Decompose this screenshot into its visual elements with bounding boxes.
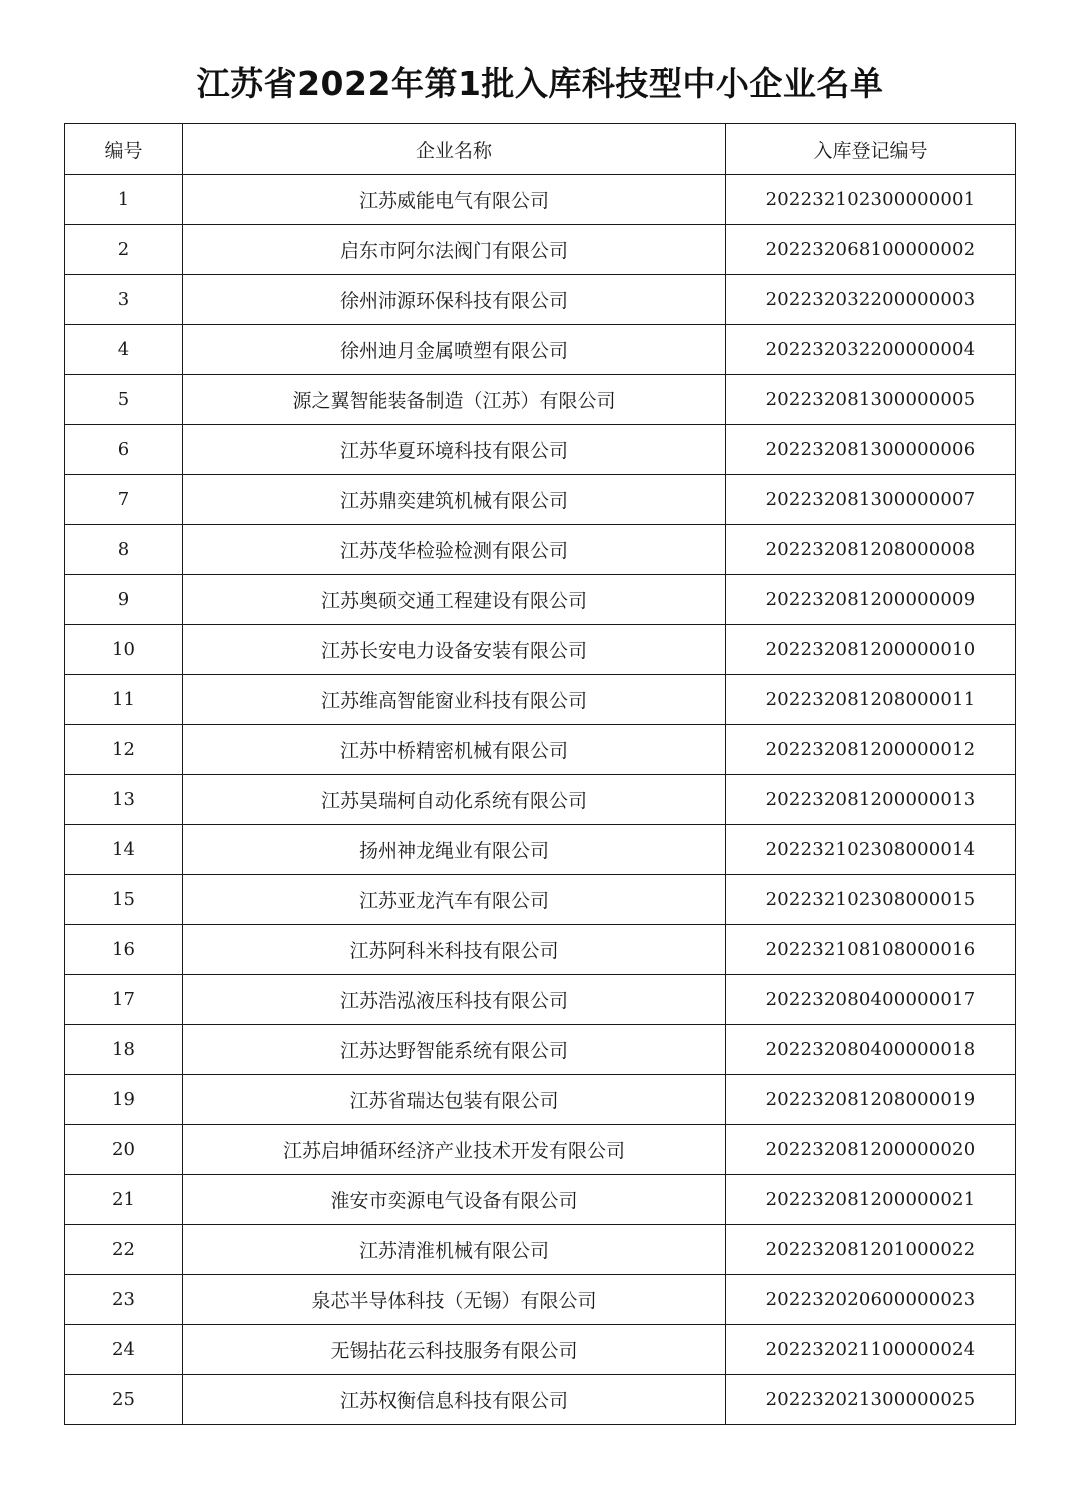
company-name: 无锡拈花云科技服务有限公司 <box>183 1325 726 1375</box>
table-row <box>65 1325 1016 1375</box>
enterprise-table <box>64 123 1016 1425</box>
registration-number: 202232081300000006 <box>726 425 1016 475</box>
company-name: 江苏达野智能系统有限公司 <box>183 1025 726 1075</box>
table-row <box>65 1075 1016 1125</box>
company-name: 江苏维高智能窗业科技有限公司 <box>183 675 726 725</box>
company-name: 江苏启坤循环经济产业技术开发有限公司 <box>183 1125 726 1175</box>
registration-number: 202232021100000024 <box>726 1325 1016 1375</box>
header-row <box>65 124 1016 175</box>
registration-number: 202232080400000017 <box>726 975 1016 1025</box>
table-body <box>65 175 1016 1425</box>
company-name: 江苏威能电气有限公司 <box>183 175 726 225</box>
company-name: 江苏昊瑞柯自动化系统有限公司 <box>183 775 726 825</box>
row-number: 20 <box>65 1125 183 1175</box>
row-number: 3 <box>65 275 183 325</box>
table-row <box>65 925 1016 975</box>
table-row <box>65 1025 1016 1075</box>
table-row <box>65 525 1016 575</box>
registration-number: 202232021300000025 <box>726 1375 1016 1425</box>
registration-number: 202232081200000020 <box>726 1125 1016 1175</box>
document-title: 江苏省2022年第1批入库科技型中小企业名单 <box>196 64 884 103</box>
company-name: 江苏阿科米科技有限公司 <box>183 925 726 975</box>
company-name: 启东市阿尔法阀门有限公司 <box>183 225 726 275</box>
company-name: 泉芯半导体科技（无锡）有限公司 <box>183 1275 726 1325</box>
header-company-name: 企业名称 <box>183 124 726 175</box>
registration-number: 202232020600000023 <box>726 1275 1016 1325</box>
table-header <box>65 124 1016 175</box>
company-name: 扬州神龙绳业有限公司 <box>183 825 726 875</box>
registration-number: 202232102300000001 <box>726 175 1016 225</box>
company-name: 江苏华夏环境科技有限公司 <box>183 425 726 475</box>
registration-number: 202232081300000007 <box>726 475 1016 525</box>
company-name: 源之翼智能装备制造（江苏）有限公司 <box>183 375 726 425</box>
row-number: 22 <box>65 1225 183 1275</box>
row-number: 8 <box>65 525 183 575</box>
company-name: 淮安市奕源电气设备有限公司 <box>183 1175 726 1225</box>
registration-number: 202232108108000016 <box>726 925 1016 975</box>
registration-number: 202232081200000009 <box>726 575 1016 625</box>
row-number: 16 <box>65 925 183 975</box>
company-name: 江苏权衡信息科技有限公司 <box>183 1375 726 1425</box>
row-number: 25 <box>65 1375 183 1425</box>
header-number: 编号 <box>65 124 183 175</box>
table-row <box>65 175 1016 225</box>
table-row <box>65 675 1016 725</box>
company-name: 江苏省瑞达包装有限公司 <box>183 1075 726 1125</box>
table-row <box>65 825 1016 875</box>
row-number: 2 <box>65 225 183 275</box>
company-name: 江苏鼎奕建筑机械有限公司 <box>183 475 726 525</box>
company-name: 江苏奥硕交通工程建设有限公司 <box>183 575 726 625</box>
row-number: 4 <box>65 325 183 375</box>
table-row <box>65 475 1016 525</box>
row-number: 12 <box>65 725 183 775</box>
table-row <box>65 875 1016 925</box>
table-row <box>65 725 1016 775</box>
registration-number: 202232081200000013 <box>726 775 1016 825</box>
registration-number: 202232081300000005 <box>726 375 1016 425</box>
company-name: 徐州沛源环保科技有限公司 <box>183 275 726 325</box>
row-number: 5 <box>65 375 183 425</box>
table-row <box>65 425 1016 475</box>
company-name: 江苏中桥精密机械有限公司 <box>183 725 726 775</box>
row-number: 14 <box>65 825 183 875</box>
table-row <box>65 975 1016 1025</box>
row-number: 7 <box>65 475 183 525</box>
row-number: 23 <box>65 1275 183 1325</box>
table-row <box>65 775 1016 825</box>
registration-number: 202232032200000003 <box>726 275 1016 325</box>
registration-number: 202232081200000010 <box>726 625 1016 675</box>
registration-number: 202232102308000014 <box>726 825 1016 875</box>
header-registration-number: 入库登记编号 <box>726 124 1016 175</box>
row-number: 24 <box>65 1325 183 1375</box>
table-row <box>65 325 1016 375</box>
row-number: 1 <box>65 175 183 225</box>
row-number: 11 <box>65 675 183 725</box>
table-row <box>65 625 1016 675</box>
company-name: 徐州迪月金属喷塑有限公司 <box>183 325 726 375</box>
table-row <box>65 1175 1016 1225</box>
registration-number: 202232081208000011 <box>726 675 1016 725</box>
row-number: 18 <box>65 1025 183 1075</box>
registration-number: 202232081200000012 <box>726 725 1016 775</box>
table-row <box>65 1225 1016 1275</box>
table-row <box>65 275 1016 325</box>
registration-number: 202232068100000002 <box>726 225 1016 275</box>
table-row <box>65 375 1016 425</box>
table-row <box>65 225 1016 275</box>
company-name: 江苏茂华检验检测有限公司 <box>183 525 726 575</box>
registration-number: 202232081201000022 <box>726 1225 1016 1275</box>
registration-number: 202232102308000015 <box>726 875 1016 925</box>
row-number: 6 <box>65 425 183 475</box>
registration-number: 202232081208000008 <box>726 525 1016 575</box>
row-number: 17 <box>65 975 183 1025</box>
table-row <box>65 1275 1016 1325</box>
company-name: 江苏清淮机械有限公司 <box>183 1225 726 1275</box>
row-number: 13 <box>65 775 183 825</box>
registration-number: 202232080400000018 <box>726 1025 1016 1075</box>
row-number: 19 <box>65 1075 183 1125</box>
registration-number: 202232032200000004 <box>726 325 1016 375</box>
registration-number: 202232081200000021 <box>726 1175 1016 1225</box>
row-number: 9 <box>65 575 183 625</box>
table-row <box>65 575 1016 625</box>
company-name: 江苏亚龙汽车有限公司 <box>183 875 726 925</box>
company-name: 江苏长安电力设备安装有限公司 <box>183 625 726 675</box>
table-row <box>65 1125 1016 1175</box>
company-name: 江苏浩泓液压科技有限公司 <box>183 975 726 1025</box>
registration-number: 202232081208000019 <box>726 1075 1016 1125</box>
table-row <box>65 1375 1016 1425</box>
row-number: 15 <box>65 875 183 925</box>
row-number: 10 <box>65 625 183 675</box>
row-number: 21 <box>65 1175 183 1225</box>
